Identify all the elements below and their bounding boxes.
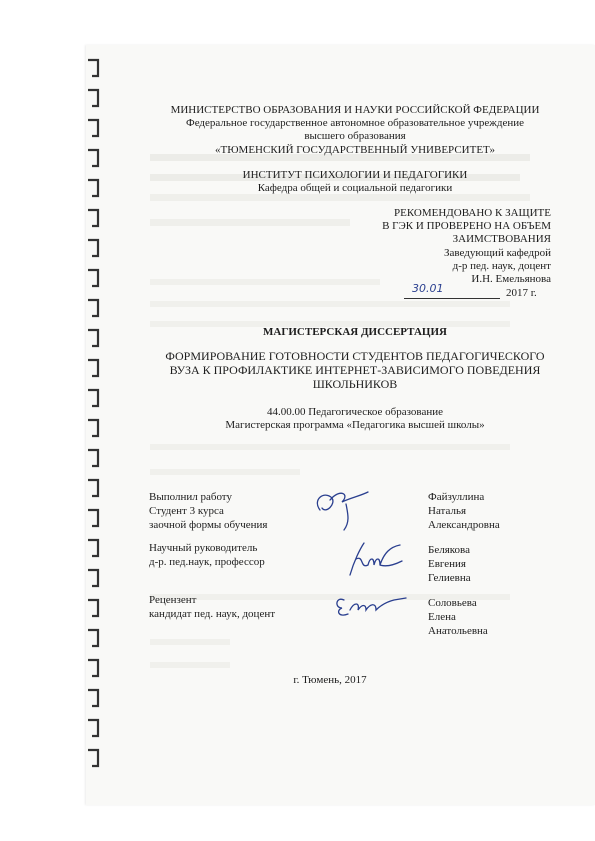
spiral-ring (88, 180, 98, 196)
spiral-ring (88, 60, 98, 76)
spiral-ring (88, 390, 98, 406)
spiral-ring (88, 90, 98, 106)
author-name-line1: Файзуллина (428, 491, 485, 503)
ministry-heading: МИНИСТЕРСТВО ОБРАЗОВАНИЯ И НАУКИ РОССИЙСКОЙ ФЕДЕРАЦИИ (170, 104, 540, 116)
spiral-ring (88, 210, 98, 226)
author-signature-icon (306, 480, 376, 535)
supervisor-name-line1: Белякова (428, 544, 470, 556)
author-name-line3: Александровна (428, 519, 500, 531)
supervisor-role-line1: Научный руководитель (149, 542, 258, 554)
supervisor-name-line3: Гелиевна (428, 572, 471, 584)
spiral-ring (88, 120, 98, 136)
spiral-binding-icon (82, 52, 108, 772)
spiral-ring (88, 720, 98, 736)
spiral-ring (88, 420, 98, 436)
spiral-ring (88, 690, 98, 706)
supervisor-name-line2: Евгения (428, 558, 466, 570)
institute-name: ИНСТИТУТ ПСИХОЛОГИИ И ПЕДАГОГИКИ (242, 169, 468, 181)
thesis-title-line3: ШКОЛЬНИКОВ (312, 377, 398, 391)
thesis-title-line1: ФОРМИРОВАНИЕ ГОТОВНОСТИ СТУДЕНТОВ ПЕДАГОГИЧЕСКОГО (165, 349, 545, 363)
department-name: Кафедра общей и социальной педагогики (257, 182, 453, 194)
spiral-ring (88, 270, 98, 286)
spiral-ring (88, 240, 98, 256)
spiral-ring (88, 660, 98, 676)
author-role-line2: Студент 3 курса (149, 505, 224, 517)
reviewer-name-line2: Елена (428, 611, 456, 623)
approval-year: 2017 г. (506, 287, 537, 299)
program-code: 44.00.00 Педагогическое образование (266, 406, 444, 418)
approval-handwritten-date: 30.01 (412, 282, 444, 295)
approval-degree: д-р пед. наук, доцент (452, 260, 551, 272)
spiral-ring (88, 630, 98, 646)
document-type: МАГИСТЕРСКАЯ ДИССЕРТАЦИЯ (263, 326, 447, 338)
approval-line3: ЗАИМСТВОВАНИЯ (452, 233, 551, 245)
author-role-line1: Выполнил работу (149, 491, 232, 503)
spiral-ring (88, 600, 98, 616)
approval-line2: В ГЭК И ПРОВЕРЕНО НА ОБЪЕМ (382, 220, 551, 232)
thesis-title-line2: ВУЗА К ПРОФИЛАКТИКЕ ИНТЕРНЕТ-ЗАВИСИМОГО ПОВЕДЕНИЯ (169, 363, 541, 377)
reviewer-signature-icon (330, 588, 410, 620)
approval-line1: РЕКОМЕНДОВАНО К ЗАЩИТЕ (394, 207, 551, 219)
spiral-ring (88, 150, 98, 166)
spiral-ring (88, 300, 98, 316)
institution-type-line2: высшего образования (304, 130, 406, 142)
reviewer-name-line1: Соловьева (428, 597, 477, 609)
reviewer-role-line1: Рецензент (149, 594, 197, 606)
spiral-ring (88, 570, 98, 586)
spiral-ring (88, 450, 98, 466)
approval-head: Заведующий кафедрой (444, 247, 551, 259)
spiral-ring (88, 540, 98, 556)
author-name-line2: Наталья (428, 505, 467, 517)
program-name: Магистерская программа «Педагогика высшей школы» (225, 419, 485, 431)
reviewer-role-line2: кандидат пед. наук, доцент (149, 608, 276, 620)
spiral-ring (88, 510, 98, 526)
supervisor-role-line2: д-р. пед.наук, профессор (149, 556, 265, 568)
supervisor-signature-icon (340, 535, 410, 585)
reviewer-name-line3: Анатольевна (428, 625, 488, 637)
university-name: «ТЮМЕНСКИЙ ГОСУДАРСТВЕННЫЙ УНИВЕРСИТЕТ» (215, 144, 495, 156)
spiral-ring (88, 480, 98, 496)
author-role-line3: заочной формы обучения (149, 519, 268, 531)
spiral-ring (88, 360, 98, 376)
approval-name: И.Н. Емельянова (471, 273, 551, 285)
institution-type-line1: Федеральное государственное автономное образовательное учреждение (186, 117, 524, 129)
spiral-ring (88, 750, 98, 766)
city-year: г. Тюмень, 2017 (293, 674, 367, 686)
spiral-ring (88, 330, 98, 346)
